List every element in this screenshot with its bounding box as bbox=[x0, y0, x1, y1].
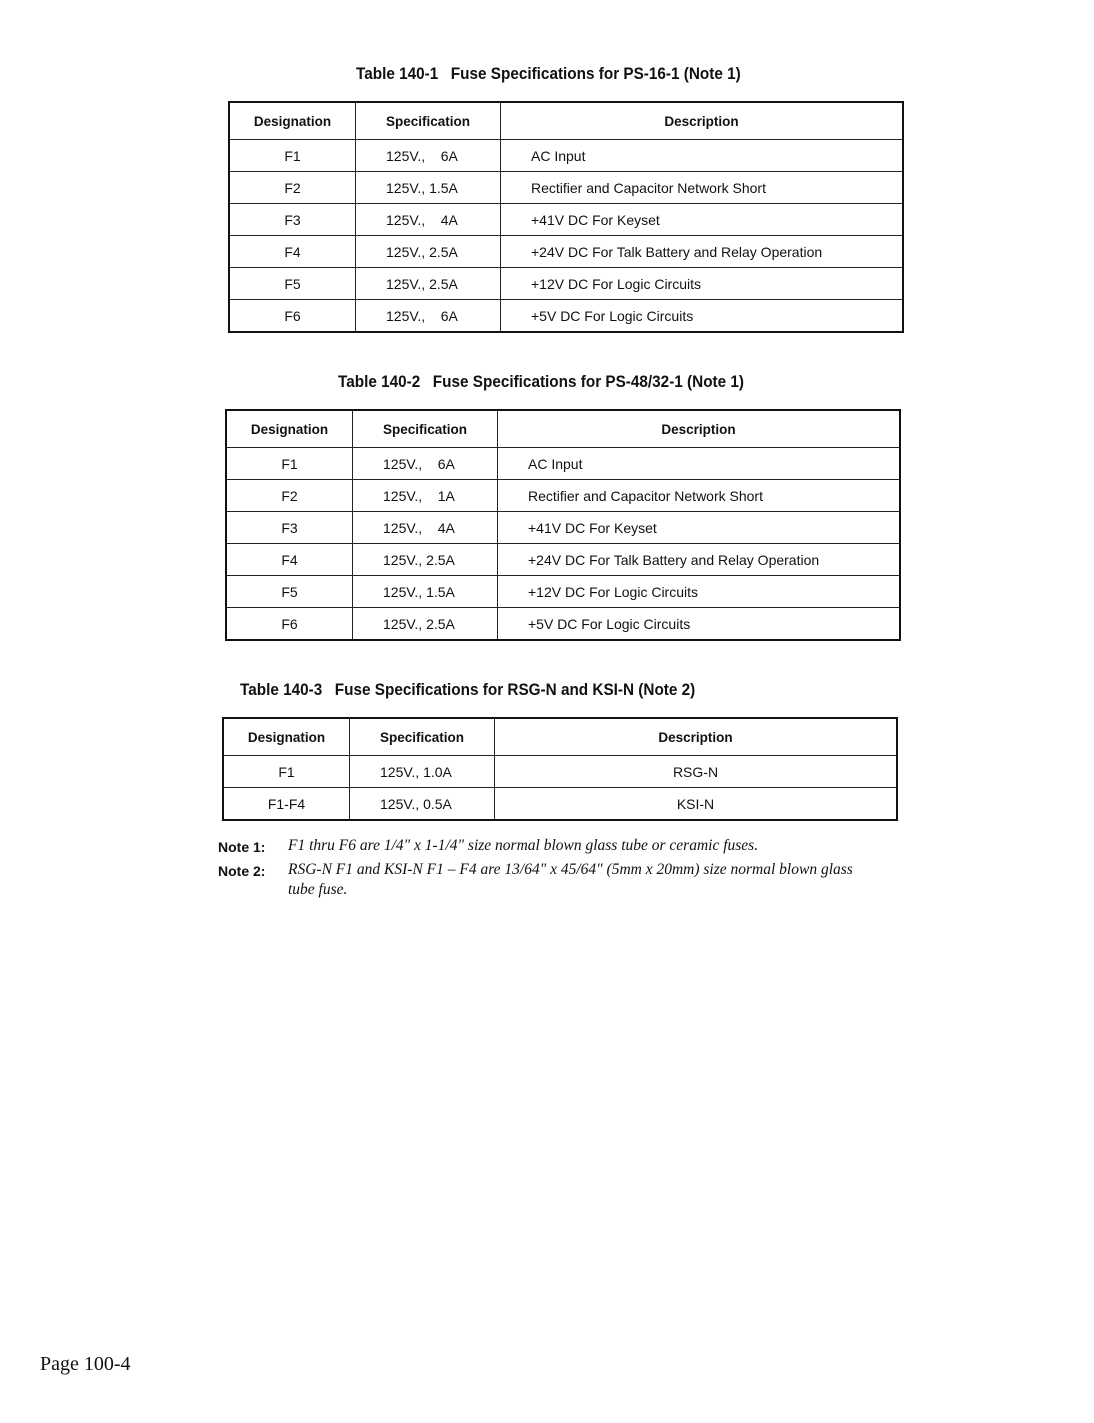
designation-cell: F1 bbox=[223, 756, 350, 788]
header-row bbox=[223, 718, 897, 756]
table-3-title bbox=[240, 680, 695, 700]
table-row bbox=[226, 512, 900, 544]
designation-cell: F1 bbox=[226, 448, 353, 480]
column-header-description: Description bbox=[495, 718, 898, 756]
designation-cell: F2 bbox=[226, 480, 353, 512]
column-header-specification: Specification bbox=[353, 410, 498, 448]
note-text: RSG-N F1 and KSI-N F1 – F4 are 13/64" x 45/64" (5mm x 20mm) size normal blown glass tube fuse. bbox=[288, 861, 853, 898]
note-1 bbox=[218, 836, 868, 858]
designation-cell: F1-F4 bbox=[223, 788, 350, 821]
table-title-text: Fuse Specifications for RSG-N and KSI-N (Note 2) bbox=[334, 680, 696, 699]
description-cell: +41V DC For Keyset bbox=[498, 512, 901, 544]
description-cell: +5V DC For Logic Circuits bbox=[501, 300, 904, 333]
page-number: Page 100-4 bbox=[40, 1353, 131, 1375]
description-cell: +24V DC For Talk Battery and Relay Operation bbox=[501, 236, 904, 268]
column-header-designation: Designation bbox=[226, 410, 353, 448]
designation-cell: F6 bbox=[226, 608, 353, 641]
note-label: Note 2: bbox=[218, 863, 266, 879]
fuse-table-ps-48-32-1 bbox=[225, 409, 901, 641]
table-row bbox=[229, 236, 903, 268]
description-cell: AC Input bbox=[498, 448, 901, 480]
column-header-specification: Specification bbox=[356, 102, 501, 140]
description-cell: +5V DC For Logic Circuits bbox=[498, 608, 901, 641]
description-cell: Rectifier and Capacitor Network Short bbox=[498, 480, 901, 512]
note-text: F1 thru F6 are 1/4" x 1-1/4" size normal blown glass tube or ceramic fuses. bbox=[288, 837, 759, 854]
column-header-designation: Designation bbox=[223, 718, 350, 756]
specification-cell: 125V., 1.0A bbox=[350, 756, 495, 788]
table-row bbox=[226, 480, 900, 512]
table-1-title bbox=[356, 64, 741, 84]
specification-cell: 125V., 6A bbox=[356, 300, 501, 333]
description-cell: +41V DC For Keyset bbox=[501, 204, 904, 236]
table-row bbox=[229, 204, 903, 236]
fuse-table-rsg-ksi bbox=[222, 717, 898, 821]
table-title-text: Fuse Specifications for PS-16-1 (Note 1) bbox=[450, 64, 741, 83]
table-row bbox=[229, 172, 903, 204]
table-row bbox=[226, 608, 900, 641]
specification-cell: 125V., 1.5A bbox=[353, 576, 498, 608]
table-row bbox=[226, 448, 900, 480]
specification-cell: 125V., 2.5A bbox=[356, 268, 501, 300]
description-cell: AC Input bbox=[501, 140, 904, 172]
table-row bbox=[229, 140, 903, 172]
description-cell: +24V DC For Talk Battery and Relay Operation bbox=[498, 544, 901, 576]
table-title-text: Fuse Specifications for PS-48/32-1 (Note 1) bbox=[432, 372, 744, 391]
note-label: Note 1: bbox=[218, 839, 266, 855]
note-2 bbox=[218, 860, 868, 900]
table-row bbox=[226, 576, 900, 608]
table-2-title bbox=[338, 372, 744, 392]
designation-cell: F1 bbox=[229, 140, 356, 172]
table-number: Table 140-2 bbox=[338, 372, 421, 391]
specification-cell: 125V., 4A bbox=[353, 512, 498, 544]
table-row bbox=[226, 544, 900, 576]
description-cell: KSI-N bbox=[495, 788, 898, 821]
specification-cell: 125V., 1.5A bbox=[356, 172, 501, 204]
column-header-specification: Specification bbox=[350, 718, 495, 756]
specification-cell: 125V., 0.5A bbox=[350, 788, 495, 821]
table-number: Table 140-1 bbox=[356, 64, 439, 83]
specification-cell: 125V., 6A bbox=[353, 448, 498, 480]
header-row bbox=[229, 102, 903, 140]
specification-cell: 125V., 2.5A bbox=[353, 608, 498, 641]
specification-cell: 125V., 1A bbox=[353, 480, 498, 512]
table-row bbox=[223, 788, 897, 821]
specification-cell: 125V., 2.5A bbox=[356, 236, 501, 268]
description-cell: RSG-N bbox=[495, 756, 898, 788]
column-header-description: Description bbox=[498, 410, 901, 448]
specification-cell: 125V., 4A bbox=[356, 204, 501, 236]
designation-cell: F3 bbox=[226, 512, 353, 544]
specification-cell: 125V., 2.5A bbox=[353, 544, 498, 576]
table-row bbox=[229, 268, 903, 300]
notes bbox=[218, 836, 868, 900]
header-row bbox=[226, 410, 900, 448]
designation-cell: F2 bbox=[229, 172, 356, 204]
column-header-description: Description bbox=[501, 102, 904, 140]
column-header-designation: Designation bbox=[229, 102, 356, 140]
fuse-table-ps-16-1 bbox=[228, 101, 904, 333]
designation-cell: F4 bbox=[226, 544, 353, 576]
designation-cell: F4 bbox=[229, 236, 356, 268]
designation-cell: F5 bbox=[229, 268, 356, 300]
table-row bbox=[223, 756, 897, 788]
designation-cell: F6 bbox=[229, 300, 356, 333]
designation-cell: F5 bbox=[226, 576, 353, 608]
table-number: Table 140-3 bbox=[240, 680, 323, 699]
table-row bbox=[229, 300, 903, 333]
specification-cell: 125V., 6A bbox=[356, 140, 501, 172]
designation-cell: F3 bbox=[229, 204, 356, 236]
description-cell: +12V DC For Logic Circuits bbox=[501, 268, 904, 300]
description-cell: Rectifier and Capacitor Network Short bbox=[501, 172, 904, 204]
description-cell: +12V DC For Logic Circuits bbox=[498, 576, 901, 608]
